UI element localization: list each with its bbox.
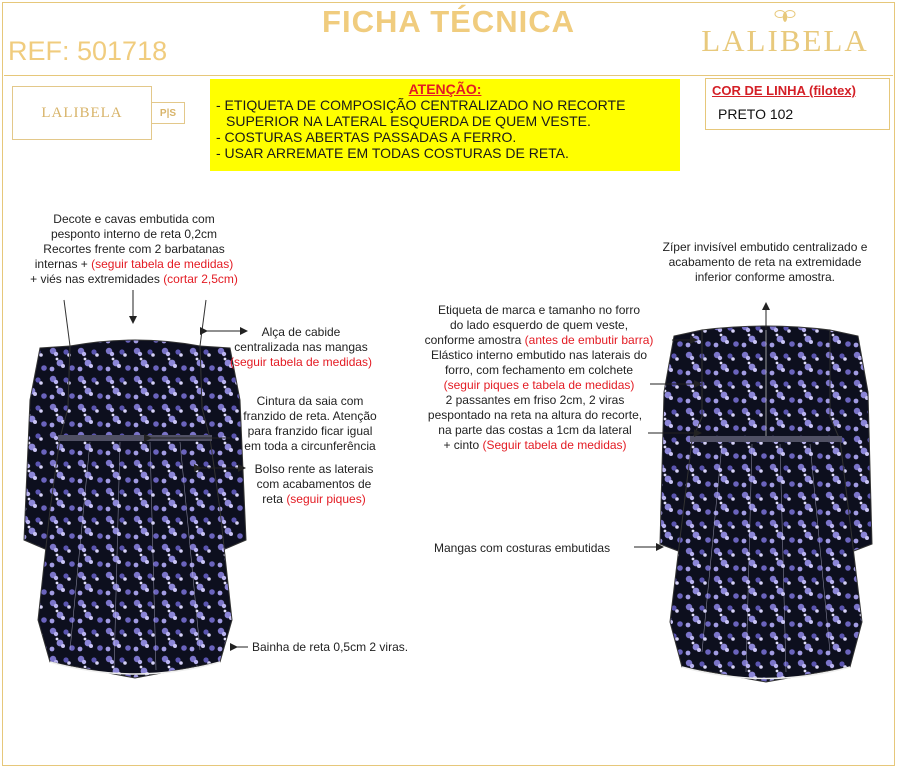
note-loops: 2 passantes em friso 2cm, 2 viras pespontado na reta na altura do recorte, na parte das costas a 1cm da lateral + cinto (Seguir tabela de medidas) <box>427 393 643 452</box>
page-title: FICHA TÉCNICA <box>322 4 575 39</box>
warning-line: - ETIQUETA DE COMPOSIÇÃO CENTRALIZADO NO RECORTE <box>216 97 626 113</box>
reference-code: REF: 501718 <box>8 36 168 66</box>
note-pocket: Bolso rente as laterais com acabamentos de reta (seguir piques) <box>254 462 374 506</box>
note-waist: Cintura da saia com franzido de reta. Atenção para franzido ficar igual em toda a circunferência <box>243 394 377 453</box>
size-label-tag: P|S <box>151 102 185 124</box>
label-tag-brand: LALIBELA <box>41 104 123 121</box>
note-neckline: Decote e cavas embutida com pesponto interno de reta 0,2cm Recortes frente com 2 barbatanas internas + (seguir tabela de medidas) + viés nas extremidades (cortar 2,5cm) <box>30 212 238 286</box>
warning-line: - COSTURAS ABERTAS PASSADAS A FERRO. <box>216 129 517 145</box>
warning-heading: ATENÇÃO: <box>408 81 482 97</box>
note-hem: Bainha de reta 0,5cm 2 viras. <box>252 640 409 654</box>
note-zipper: Zíper invisível embutido centralizado e acabamento de reta na extremidade inferior conforme amostra. <box>662 240 868 284</box>
warning-line: SUPERIOR NA LATERAL ESQUERDA DE QUEM VESTE. <box>226 113 591 129</box>
note-strap: Alça de cabide centralizada nas mangas (seguir tabela de medidas) <box>229 325 373 369</box>
thread-heading: COR DE LINHA (filotex) <box>712 83 856 98</box>
warning-line: - USAR ARREMATE EM TODAS COSTURAS DE RETA. <box>216 145 569 161</box>
thread-value: PRETO 102 <box>718 106 794 122</box>
brand-name: LALIBELA <box>701 23 869 58</box>
note-elastic: Elástico interno embutido nas laterais do forro, com fechamento em colchete (seguir piques e tabela de medidas) <box>430 348 648 392</box>
note-sleeves: Mangas com costuras embutidas <box>434 541 611 555</box>
note-label: Etiqueta de marca e tamanho no forro do lado esquerdo de quem veste, conforme amostra (antes de embutir barra) <box>424 303 654 347</box>
